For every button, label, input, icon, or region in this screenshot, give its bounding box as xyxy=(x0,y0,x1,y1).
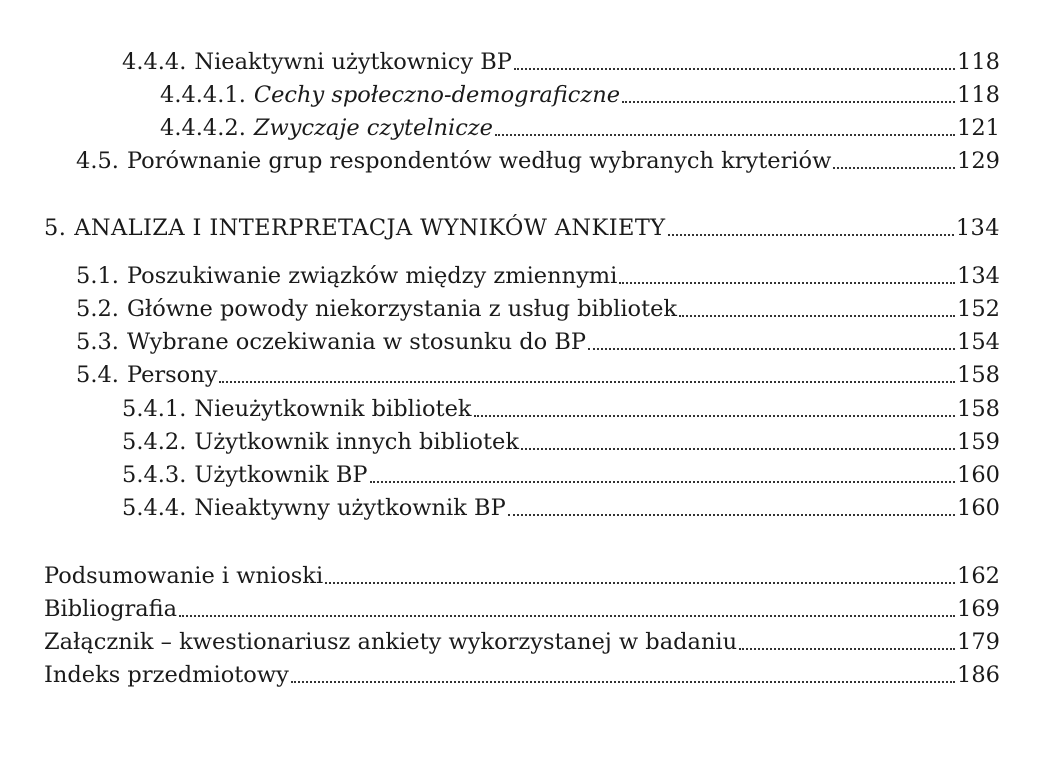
entry-title: Główne powody niekorzystania z usług bibliotek xyxy=(126,296,678,322)
toc-entry-appendix xyxy=(44,626,1000,658)
dot-leader xyxy=(739,648,955,650)
entry-page: 160 xyxy=(957,495,1000,521)
toc-entry-5-1 xyxy=(76,260,1000,292)
entry-page: 152 xyxy=(957,296,1000,322)
entry-page: 160 xyxy=(957,462,1000,488)
entry-number: 5.1. xyxy=(76,263,119,289)
entry-page: 121 xyxy=(957,115,1000,141)
entry-page: 154 xyxy=(957,329,1000,355)
dot-leader xyxy=(179,615,955,617)
toc-entry-4-5 xyxy=(76,145,1000,177)
entry-page: 129 xyxy=(957,148,1000,174)
entry-title: Bibliografia xyxy=(44,596,178,622)
entry-number: 5.2. xyxy=(76,296,119,322)
dot-leader xyxy=(219,381,955,383)
entry-title: Poszukiwanie związków między zmiennymi xyxy=(126,263,618,289)
entry-title: Załącznik – kwestionariusz ankiety wykorzystanej w badaniu xyxy=(44,629,738,655)
entry-page: 134 xyxy=(957,263,1000,289)
dot-leader xyxy=(370,481,955,483)
entry-number: 4.5. xyxy=(76,148,119,174)
dot-leader xyxy=(668,234,954,236)
entry-page: 118 xyxy=(957,49,1000,75)
entry-number: 4.4.4.2. xyxy=(160,115,246,141)
toc-entry-4-4-4 xyxy=(122,46,1000,78)
dot-leader xyxy=(521,448,955,450)
entry-page: 158 xyxy=(957,362,1000,388)
entry-title: Indeks przedmiotowy xyxy=(44,662,289,688)
entry-number: 5.3. xyxy=(76,329,119,355)
dot-leader xyxy=(622,101,955,103)
toc-chapter-5 xyxy=(44,212,1000,244)
toc-entry-5-3 xyxy=(76,326,1000,358)
entry-title: Wybrane oczekiwania w stosunku do BP xyxy=(126,329,587,355)
toc-entry-bibliography xyxy=(44,593,1000,625)
chapter-title: ANALIZA I INTERPRETACJA WYNIKÓW ANKIETY xyxy=(74,215,666,241)
entry-number: 5.4. xyxy=(76,362,119,388)
toc-entry-5-4 xyxy=(76,359,1000,391)
entry-title: Persony xyxy=(126,362,218,388)
chapter-number: 5. xyxy=(44,215,67,241)
dot-leader xyxy=(514,68,955,70)
dot-leader xyxy=(495,134,955,136)
dot-leader xyxy=(619,282,955,284)
toc-entry-index xyxy=(44,659,1000,691)
entry-title: Użytkownik BP xyxy=(194,462,368,488)
entry-number: 4.4.4.1. xyxy=(160,82,246,108)
entry-page: 186 xyxy=(957,662,1000,688)
entry-number: 5.4.1. xyxy=(122,396,187,422)
entry-number: 5.4.4. xyxy=(122,495,187,521)
entry-number: 4.4.4. xyxy=(122,49,187,75)
entry-number: 5.4.3. xyxy=(122,462,187,488)
toc-entry-5-2 xyxy=(76,293,1000,325)
toc-entry-5-4-3 xyxy=(122,459,1000,491)
toc-entry-4-4-4-1 xyxy=(160,79,1000,111)
dot-leader xyxy=(508,514,955,516)
toc-entry-summary xyxy=(44,560,1000,592)
entry-page: 179 xyxy=(957,629,1000,655)
entry-title: Zwyczaje czytelnicze xyxy=(253,115,493,141)
toc-entry-5-4-2 xyxy=(122,426,1000,458)
dot-leader xyxy=(588,348,955,350)
dot-leader xyxy=(291,681,955,683)
entry-page: 159 xyxy=(957,429,1000,455)
entry-page: 169 xyxy=(957,596,1000,622)
entry-title: Użytkownik innych bibliotek xyxy=(194,429,519,455)
entry-title: Cechy społeczno-demograficzne xyxy=(253,82,621,108)
entry-title: Nieużytkownik bibliotek xyxy=(194,396,472,422)
entry-title: Nieaktywny użytkownik BP xyxy=(194,495,506,521)
dot-leader xyxy=(679,315,955,317)
toc-entry-5-4-1 xyxy=(122,393,1000,425)
entry-page: 118 xyxy=(957,82,1000,108)
dot-leader xyxy=(325,582,955,584)
entry-page: 162 xyxy=(957,563,1000,589)
dot-leader xyxy=(833,167,955,169)
entry-title: Podsumowanie i wnioski xyxy=(44,563,324,589)
entry-title: Porównanie grup respondentów według wybranych kryteriów xyxy=(126,148,832,174)
chapter-page: 134 xyxy=(955,215,1000,241)
entry-title: Nieaktywni użytkownicy BP xyxy=(194,49,512,75)
toc-entry-4-4-4-2 xyxy=(160,112,1000,144)
entry-page: 158 xyxy=(957,396,1000,422)
dot-leader xyxy=(474,415,955,417)
entry-number: 5.4.2. xyxy=(122,429,187,455)
toc-entry-5-4-4 xyxy=(122,492,1000,524)
